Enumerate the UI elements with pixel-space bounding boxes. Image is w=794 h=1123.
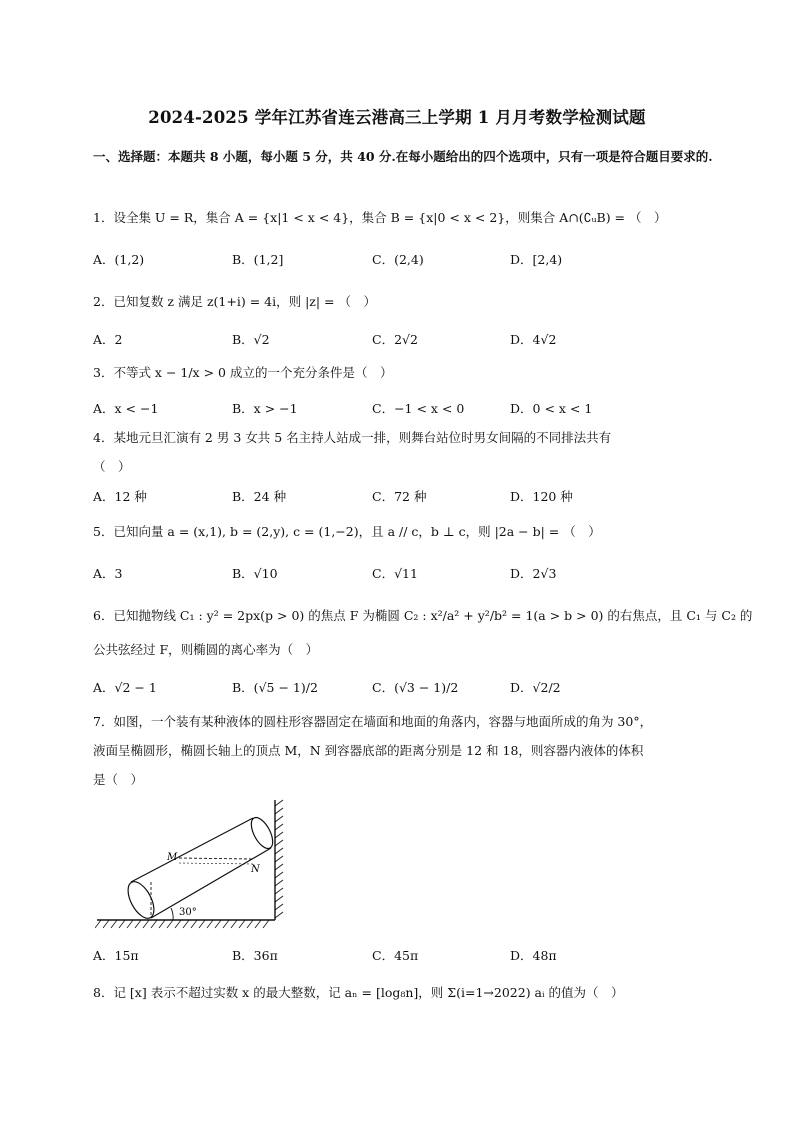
cylinder-figure <box>95 798 295 937</box>
section-heading: 一、选择题：本题共 8 小题，每小题 5 分，共 40 分.在每小题给出的四个选项中，只有一项是符合题目要求的. <box>93 149 713 164</box>
question-4-option-a: A．12 种 <box>93 489 147 504</box>
cylinder-diagram <box>95 798 295 933</box>
question-6-stem: 6．已知抛物线 C₁ : y² = 2px(p > 0) 的焦点 F 为椭圆 C₂ : x²/a² + y²/b² = 1(a > b > 0) 的右焦点，且 C₁ 与 C₂ 的 <box>93 608 753 623</box>
question-7-option-a: A．15π <box>93 948 139 963</box>
question-5-option-d: D．2√3 <box>510 566 557 581</box>
question-7-option-b: B．36π <box>232 948 278 963</box>
question-4-option-b: B．24 种 <box>232 489 287 504</box>
point-m-label: M <box>167 852 178 863</box>
question-6-option-a: A．√2 − 1 <box>93 680 157 695</box>
question-7-option-c: C．45π <box>372 948 419 963</box>
page-title: 2024-2025 学年江苏省连云港高三上学期 1 月月考数学检测试题 <box>148 108 646 127</box>
question-3-option-d: D．0 < x < 1 <box>510 401 593 416</box>
question-3-option-b: B．x > −1 <box>232 401 298 416</box>
question-4-option-c: C．72 种 <box>372 489 427 504</box>
question-2-option-d: D．4√2 <box>510 332 557 347</box>
question-1-option-c: C．(2,4) <box>372 252 424 267</box>
question-5-option-b: B．√10 <box>232 566 278 581</box>
question-4-option-d: D．120 种 <box>510 489 573 504</box>
question-2-option-a: A．2 <box>93 332 123 347</box>
question-5-option-a: A．3 <box>93 566 123 581</box>
point-n-label: N <box>251 864 260 875</box>
question-1-option-b: B．(1,2] <box>232 252 284 267</box>
question-3-option-c: C．−1 < x < 0 <box>372 401 465 416</box>
question-4-stem: 4．某地元旦汇演有 2 男 3 女共 5 名主持人站成一排，则舞台站位时男女间隔的不同排法共有 <box>93 430 612 445</box>
question-1-stem: 1．设全集 U = R，集合 A = {x|1 < x < 4}，集合 B = {x|0 < x < 2}，则集合 A∩(∁ᵤB) = （ ） <box>93 210 667 225</box>
question-6-option-b: B．(√5 − 1)/2 <box>232 680 318 695</box>
question-2-stem: 2．已知复数 z 满足 z(1+i) = 4i，则 |z| = （ ） <box>93 294 376 309</box>
question-1-option-a: A．(1,2) <box>93 252 145 267</box>
question-3-stem: 3．不等式 x − 1/x > 0 成立的一个充分条件是（ ） <box>93 365 393 380</box>
question-4-stem-line2: （ ） <box>93 459 131 474</box>
question-5-stem: 5．已知向量 a = (x,1), b = (2,y), c = (1,−2)，且 a // c，b ⊥ c，则 |2a − b| = （ ） <box>93 524 601 539</box>
question-6-option-d: D．√2/2 <box>510 680 561 695</box>
question-2-option-c: C．2√2 <box>372 332 418 347</box>
question-7-option-d: D．48π <box>510 948 557 963</box>
question-6-stem-line2: 公共弦经过 F，则椭圆的离心率为（ ） <box>93 642 319 657</box>
question-2-option-b: B．√2 <box>232 332 270 347</box>
angle-label: 30° <box>179 907 197 918</box>
question-6-option-c: C．(√3 − 1)/2 <box>372 680 459 695</box>
question-7-stem-line3: 是（ ） <box>93 772 144 787</box>
question-7-stem-line2: 液面呈椭圆形，椭圆长轴上的顶点 M，N 到容器底部的距离分别是 12 和 18，则容器内液体的体积 <box>93 743 644 758</box>
question-3-option-a: A．x < −1 <box>93 401 159 416</box>
question-5-option-c: C．√11 <box>372 566 418 581</box>
question-7-stem: 7．如图，一个装有某种液体的圆柱形容器固定在墙面和地面的角落内，容器与地面所成的角为 30°， <box>93 714 653 729</box>
question-1-option-d: D．[2,4) <box>510 252 563 267</box>
question-8-stem: 8．记 [x] 表示不超过实数 x 的最大整数，记 aₙ = [log₈n]，则 Σ(i=1→2022) aᵢ 的值为（ ） <box>93 985 624 1000</box>
